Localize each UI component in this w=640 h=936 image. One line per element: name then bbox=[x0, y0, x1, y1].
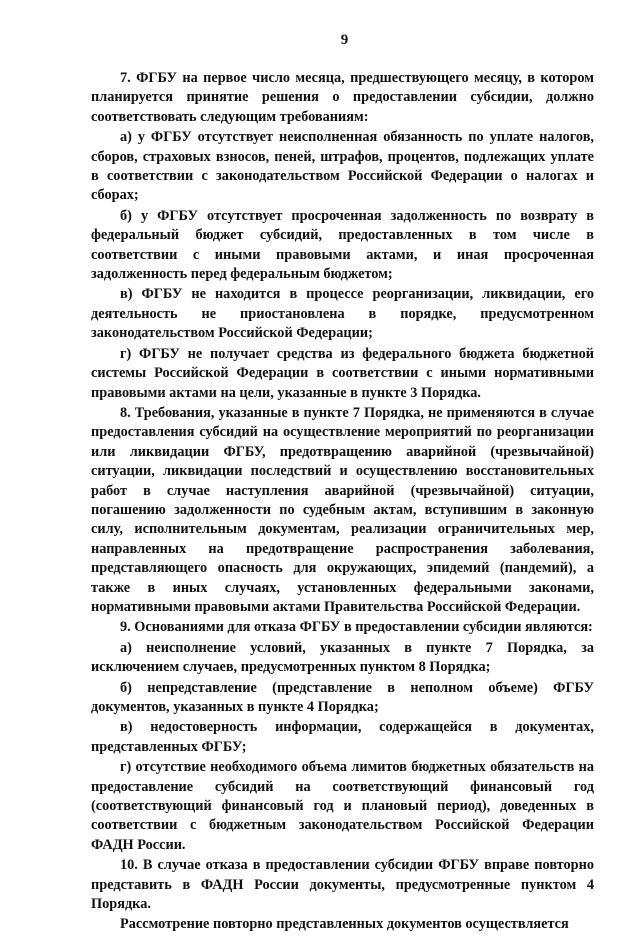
paragraph-7v: в) ФГБУ не находится в процессе реорганизации, ликвидации, его деятельность не приостановлена в порядке, предусмотренном законодательством Российской Федерации; bbox=[91, 286, 594, 342]
paragraph-9b: б) непредставление (представление в неполном объеме) ФГБУ документов, указанных в пункте 4 Порядка; bbox=[91, 679, 594, 715]
paragraph-7g: г) ФГБУ не получает средства из федерального бюджета бюджетной системы Российской Федерации в соответствии с иными нормативными правовыми актами на цели, указанные в пункте 3 Порядка. bbox=[91, 345, 594, 401]
paragraph-8: 8. Требования, указанные в пункте 7 Порядка, не применяются в случае предоставления субсидий на осуществление мероприятий по реорганизации или ликвидации ФГБУ, предотвращению аварийной (чрезвычайной) ситуации, ликвидации последствий и осуществлению восстановительных работ в случае наступления аварийной (чрезвычайной) ситуации, погашению задолженности по судебным актам, вступившим в законную силу, исполнительным документам, реализации ограничительных мер, направленных на предотвращение распространения заболевания, представляющего опасность для окружающих, эпидемий (пандемий), а также в иных случаях, установленных федеральными законами, нормативными правовыми актами Правительства Российской Федерации. bbox=[91, 404, 594, 615]
paragraph-9a: а) неисполнение условий, указанных в пункте 7 Порядка, за исключением случаев, предусмотренных пунктом 8 Порядка; bbox=[91, 639, 594, 676]
document-page bbox=[91, 30, 594, 936]
paragraph-7b: б) у ФГБУ отсутствует просроченная задолженность по возврату в федеральный бюджет субсидий, предоставленных в том числе в соответствии с иными правовыми актами, и иная просроченная задолженность перед федеральным бюджетом; bbox=[91, 207, 594, 283]
page-number: 9 bbox=[340, 32, 349, 48]
paragraph-10-continued: Рассмотрение повторно представленных документов осуществляется bbox=[120, 916, 569, 933]
paragraph-9v: в) недостоверность информации, содержащейся в документах, представленных ФГБУ; bbox=[91, 719, 594, 755]
paragraph-7a: а) у ФГБУ отсутствует неисполненная обязанность по уплате налогов, сборов, страховых взносов, пеней, штрафов, процентов, подлежащих уплате в соответствии с законодательством Российской Федерации о налогах и сборах; bbox=[91, 129, 594, 204]
paragraph-9g: г) отсутствие необходимого объема лимитов бюджетных обязательств на предоставление субсидий на соответствующий финансовый год (соответствующий финансовый год и плановый период), доведенных в соответствии с бюджетным законодательством Российской Федерации ФАДН России. bbox=[91, 759, 594, 853]
paragraph-9: 9. Основаниями для отказа ФГБУ в предоставлении субсидии являются: bbox=[120, 619, 593, 636]
paragraph-7: 7. ФГБУ на первое число месяца, предшествующего месяцу, в котором планируется принятие решения о предоставлении субсидии, должно соответствовать следующим требованиям: bbox=[91, 70, 594, 125]
paragraph-10: 10. В случае отказа в предоставлении субсидии ФГБУ вправе повторно представить в ФАДН России документы, предусмотренные пунктом 4 Порядка. bbox=[91, 857, 594, 913]
